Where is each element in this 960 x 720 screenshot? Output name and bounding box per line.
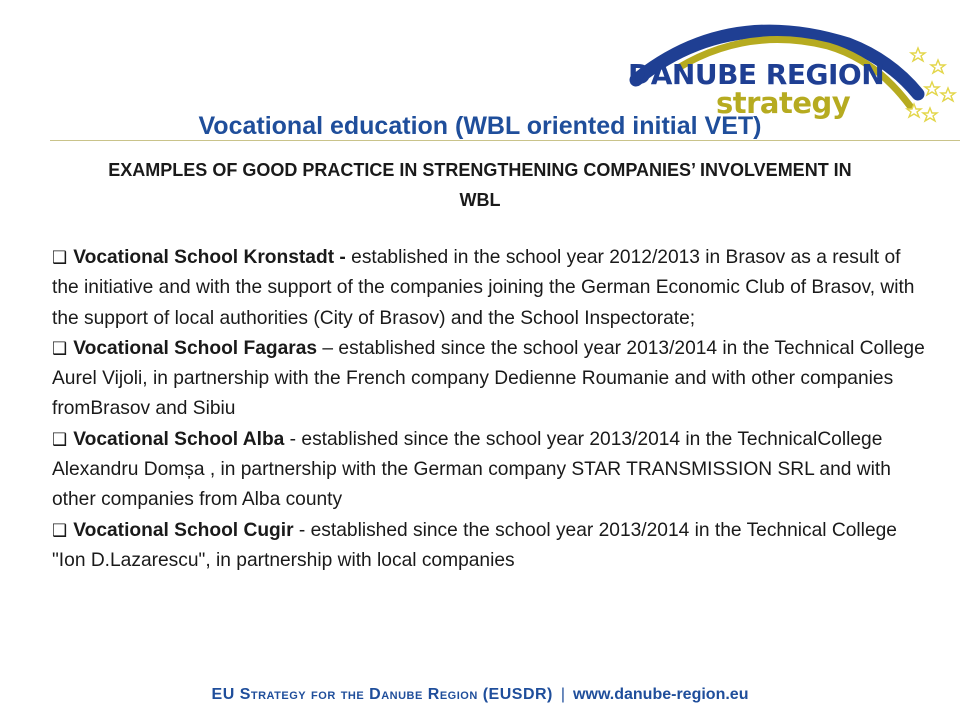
list-item [52, 425, 932, 516]
school-name: Vocational School Fagaras [73, 337, 318, 359]
school-name: Vocational School Alba [73, 428, 285, 450]
checkbox-bullet-icon: ❑ [52, 520, 68, 541]
school-name: Vocational School Cugir [73, 519, 294, 541]
footer-separator: | [560, 686, 566, 703]
danube-region-logo [618, 8, 958, 128]
logo-title: DANUBE REGION [628, 58, 885, 91]
footer-url[interactable]: www.danube-region.eu [573, 686, 749, 703]
slide-title: Vocational education (WBL oriented initial VET) [198, 112, 762, 140]
list-item [52, 243, 932, 334]
school-examples-list [52, 243, 932, 576]
list-item [52, 334, 932, 425]
school-description: - established since the school year 2013/2014 in the Technical College "Ion D.Lazarescu", in partnership with local companies [52, 519, 897, 571]
slide-subtitle: EXAMPLES OF GOOD PRACTICE IN STRENGTHENING COMPANIES’ INVOLVEMENT IN WBL [108, 160, 852, 210]
school-description: - established since the school year 2013/2014 in the TechnicalCollege Alexandru Domșa , in partnership with the German company STAR TRANSMISSION SRL and with other companies from Alba county [52, 428, 891, 511]
title-divider [50, 140, 960, 141]
footer [0, 686, 960, 704]
school-name: Vocational School Kronstadt - [73, 247, 346, 268]
checkbox-bullet-icon: ❑ [52, 248, 68, 268]
school-description: – established since the school year 2013/2014 in the Technical College Aurel Vijoli, in partnership with the French company Dedienne Roumanie and with other companies fromBrasov and Sibiu [52, 337, 925, 420]
checkbox-bullet-icon: ❑ [52, 338, 68, 359]
footer-org: EU Strategy for the Danube Region (EUSDR) [211, 686, 553, 703]
list-item [52, 516, 932, 577]
school-description: established in the school year 2012/2013 in Brasov as a result of the initiative and with the support of the companies joining the German Economic Club of Brasov, with the support of local authorities (City of Brasov) and the School Inspectorate; [52, 247, 915, 329]
logo-subtitle: strategy [716, 86, 851, 120]
checkbox-bullet-icon: ❑ [52, 429, 68, 450]
